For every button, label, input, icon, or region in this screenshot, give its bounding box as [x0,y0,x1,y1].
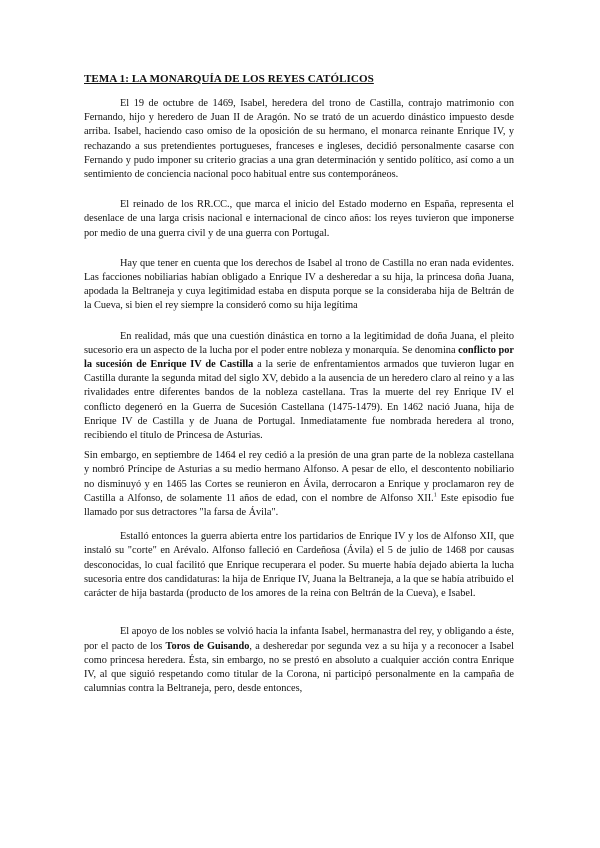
paragraph-text: Sin embargo, en septiembre de 1464 el rey cedió a la presión de una gran parte de la nobleza castellana y nombró Príncipe de Asturias a su medio hermano Alfonso. A pesar de ello, el descontento nobiliario no disminuyó y en 1465 las Cortes se reunieron en Ávila, derrocaron a Enrique y proclamaron rey de Castilla a Alfonso, de solamente 11 años de edad, con el nombre de Alfonso XII. [84,450,514,504]
paragraph-text: a la serie de enfrentamientos armados que tuvieron lugar en Castilla durante la segunda mitad del siglo XV, debido a la ausencia de un heredero claro al reino y a las rivalidades entre diferentes bandos de la nobleza castellana. Tras la muerte del rey Enrique IV el conflicto degeneró en la Guerra de Sucesión Castellana (1475-1479). En 1462 nació Juana, hija de Enrique IV de Castilla y de Juana de Portugal. Inmediatamente fue nombrada heredera al trono, recibiendo el título de Princesa de Asturias. [84,359,514,442]
paragraph-rights: Hay que tener en cuenta que los derechos de Isabel al trono de Castilla no eran nada evidentes. Las facciones nobiliarias habían obligado a Enrique IV a desheredar a su hija, la princesa doña Juana, apodada la Beltraneja y cuya legitimidad estaba en disputa porque se la consideraba hija de Beltrán de la Cueva, si bien el rey siempre la consideró como su hija legítima [84,257,514,312]
bold-term-guisando: Toros de Guisando [165,640,250,652]
paragraph-avila [84,449,514,520]
paragraph-text: En realidad, más que una cuestión dinástica en torno a la legitimidad de doña Juana, el pleito sucesorio era un aspecto de la lucha por el poder entre nobleza y monarquía. Se denomina [84,330,514,356]
paragraph-text: El apoyo de los nobles se volvió hacia la infanta Isabel, hermanastra del rey, y obligando a éste, por el pacto de los [84,626,514,652]
paragraph-text: , a desheredar por segunda vez a su hija y a reconocer a Isabel como princesa heredera. Ésta, sin embargo, no se prestó en absoluto a cualquier acción contra Enrique IV, al que siguió respetando como titular de la Corona, ni participó personalmente en la campaña de calumnias contra la Beltraneja, pero, desde entonces, [84,640,514,695]
paragraph-war: Estalló entonces la guerra abierta entre los partidarios de Enrique IV y los de Alfonso XII, que instaló su "corte" en Arévalo. Alfonso falleció en Cardeñosa (Ávila) el 5 de julio de 1468 por causas desconocidas, lo cual facilitó que Enrique recuperara el poder. Su muerte había dejado abierta la lucha sucesoria entre dos candidaturas: la hija de Enrique IV, Juana la Beltraneja, a la que se había atribuido el carácter de hija bastarda (producto de los amores de la reina con Beltrán de la Cueva), e Isabel. [84,531,514,600]
paragraph-text: Este episodio fue llamado por sus detractores "la farsa de Ávila". [84,492,515,519]
footnote-marker[interactable]: 1 [433,492,437,499]
document-body [84,73,514,712]
paragraph-marriage: El 19 de octubre de 1469, Isabel, heredera del trono de Castilla, contrajo matrimonio con Fernando, hijo y heredero de Juan II de Aragón. No se trató de un acuerdo dinástico impuesto desde arriba. Isabel, haciendo caso omiso de la oposición de su hermano, el monarca reinante Enrique IV, y rechazando a sus pretendientes portugueses, franceses e ingleses, decidió personalmente casarse con Fernando y pudo imponer su criterio gracias a una gran determinación y sentido político, así como a un sentimiento de conciencia nacional poco habitual entre sus contemporáneos. [84,98,514,181]
paragraph-succession-conflict [84,330,514,444]
paragraph-reign: El reinado de los RR.CC., que marca el inicio del Estado moderno en España, representa el desenlace de una larga crisis nacional e internacional de cinco años: los reyes tuvieron que imponerse por medio de una guerra civil y de una guerra con Portugal. [84,199,514,239]
paragraph-guisando [84,625,514,696]
bold-term-conflict: conflicto por la sucesión de Enrique IV de Castilla [84,344,515,371]
document-title: TEMA 1: LA MONARQUÍA DE LOS REYES CATÓLICOS [84,73,374,85]
